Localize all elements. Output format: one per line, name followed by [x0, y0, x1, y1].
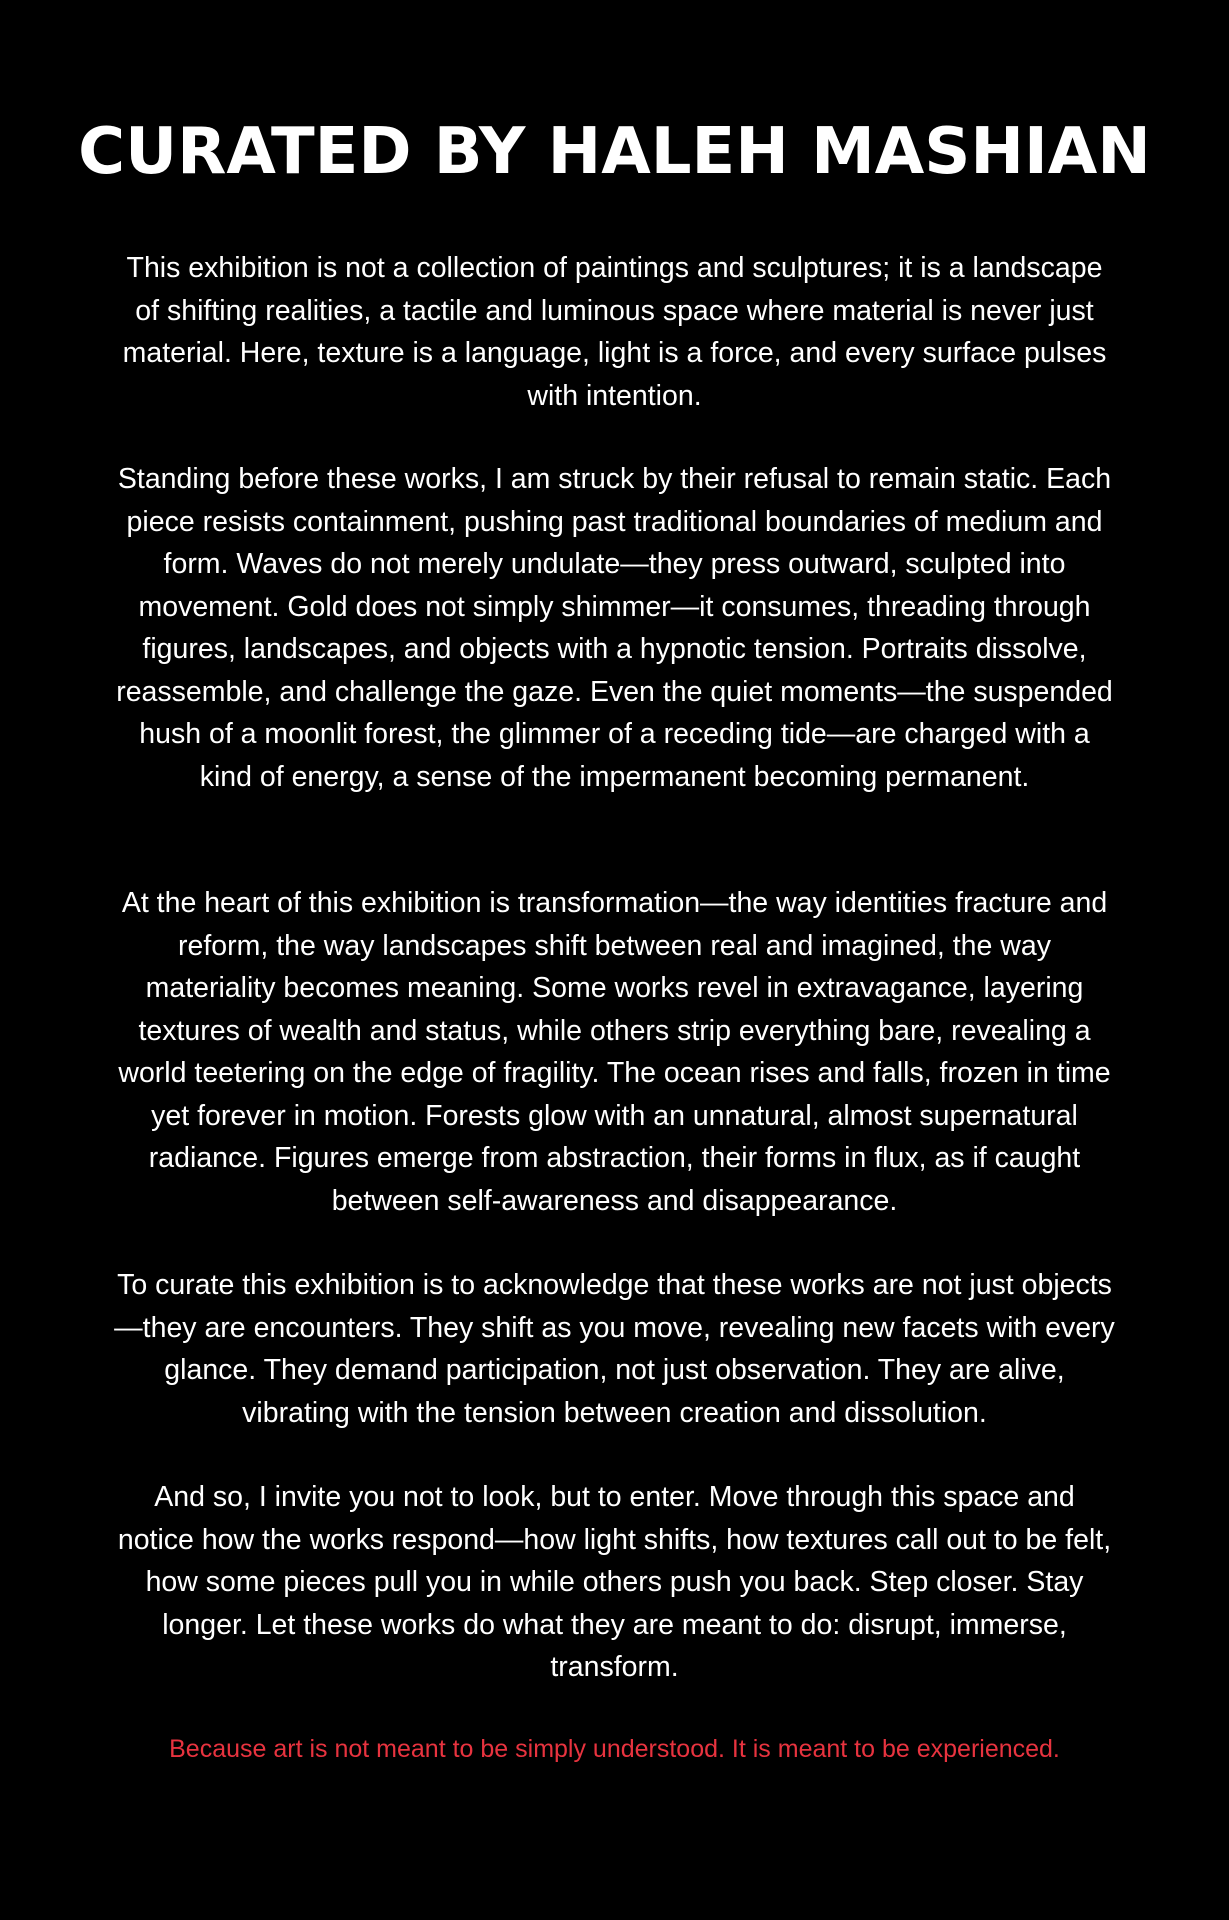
statement-paragraph-4: To curate this exhibition is to acknowledge that these works are not just objects—they are encounters. They shift as you move, revealing new facets with every glance. They demand participation, not just observation. They are alive, vibrating with the tension between creation and dissolution.	[114, 1269, 1115, 1429]
statement-paragraph-1: This exhibition is not a collection of paintings and sculptures; it is a landscape of shifting realities, a tactile and luminous space where material is never just material. Here, texture is a language, light is a force, and every surface pulses with intention.	[122, 252, 1107, 412]
statement-paragraph-3: At the heart of this exhibition is transformation—the way identities fracture and reform, the way landscapes shift between real and imagined, the way materiality becomes meaning. Some works revel in extravagance, layering textures of wealth and status, while others strip everything bare, revealing a world teetering on the edge of fragility. The ocean rises and falls, frozen in time yet forever in motion. Forests glow with an unnatural, almost supernatural radiance. Figures emerge from abstraction, their forms in flux, as if caught between self-awareness and disappearance.	[118, 887, 1111, 1217]
statement-paragraph-5: And so, I invite you not to look, but to enter. Move through this space and notice how the works respond—how light shifts, how textures call out to be felt, how some pieces pull you in while others push you back. Step closer. Stay longer. Let these works do what they are meant to do: disrupt, immerse, transform.	[117, 1481, 1112, 1683]
statement-paragraph-2: Standing before these works, I am struck by their refusal to remain static. Each piece resists containment, pushing past traditional boundaries of medium and form. Waves do not merely undulate—they press outward, sculpted into movement. Gold does not simply shimmer—it consumes, threading through figures, landscapes, and objects with a hypnotic tension. Portraits dissolve, reassemble, and challenge the gaze. Even the quiet moments—the suspended hush of a moonlit forest, the glimmer of a receding tide—are charged with a kind of energy, a sense of the impermanent becoming permanent.	[116, 463, 1113, 793]
page-title: CURATED BY HALEH MASHIAN	[78, 115, 1151, 189]
closing-quote: Because art is not meant to be simply understood. It is meant to be experienced.	[169, 1735, 1060, 1763]
